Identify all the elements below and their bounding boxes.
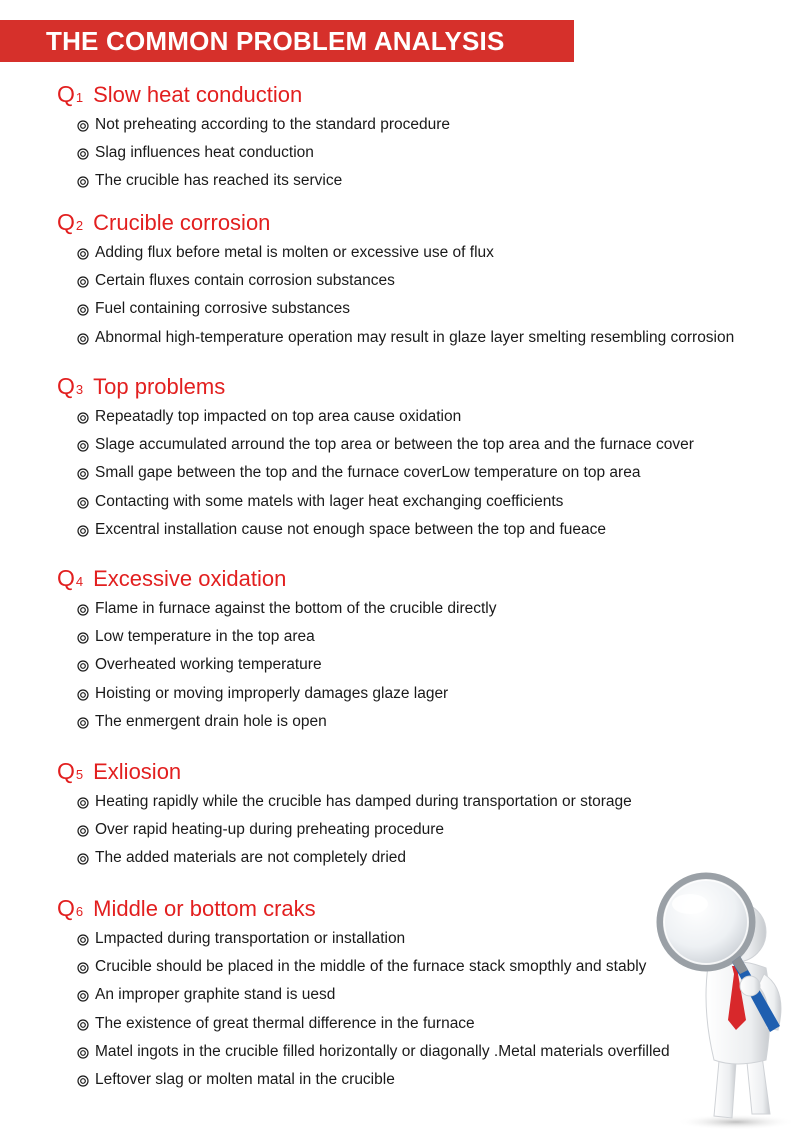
bullet-icon xyxy=(77,411,89,423)
section-q2 xyxy=(57,209,777,352)
problem-list xyxy=(57,111,777,196)
list-item-text: Crucible should be placed in the middle of the furnace stack smopthly and stably xyxy=(95,958,647,976)
question-number: 4 xyxy=(75,574,84,589)
list-item xyxy=(57,680,777,708)
list-item-text: Certain fluxes contain corrosion substances xyxy=(95,272,395,290)
list-item xyxy=(57,488,777,516)
section-q3 xyxy=(57,373,777,544)
list-item-text: Repeatadly top impacted on top area cause oxidation xyxy=(95,408,462,426)
list-item xyxy=(57,324,777,352)
list-item xyxy=(57,139,777,167)
bullet-icon xyxy=(77,631,89,643)
list-item-text: Not preheating according to the standard procedure xyxy=(95,116,451,134)
problem-list xyxy=(57,403,777,544)
bullet-icon xyxy=(77,275,89,287)
list-item-text: An improper graphite stand is uesd xyxy=(95,986,336,1004)
list-item xyxy=(57,788,777,816)
list-item-text: Leftover slag or molten matal in the crucible xyxy=(95,1071,395,1089)
list-item-text: Adding flux before metal is molten or excessive use of flux xyxy=(95,244,494,262)
list-item xyxy=(57,595,777,623)
section-title: Crucible corrosion xyxy=(93,210,271,235)
question-number: 3 xyxy=(75,382,84,397)
section-title: Top problems xyxy=(93,374,226,399)
bullet-icon xyxy=(77,989,89,1001)
bullet-icon xyxy=(77,496,89,508)
list-item xyxy=(57,516,777,544)
section-title: Exliosion xyxy=(93,759,182,784)
bullet-icon xyxy=(77,1074,89,1086)
bullet-icon xyxy=(77,119,89,131)
bullet-icon xyxy=(77,659,89,671)
bullet-icon xyxy=(77,796,89,808)
list-item xyxy=(57,708,777,736)
list-item-text: Hoisting or moving improperly damages glaze lager xyxy=(95,684,449,702)
question-letter: Q xyxy=(57,209,75,235)
question-number: 1 xyxy=(75,90,84,105)
bullet-icon xyxy=(77,439,89,451)
question-number: 5 xyxy=(75,767,84,782)
list-item xyxy=(57,167,777,195)
bullet-icon xyxy=(77,688,89,700)
list-item-text: Flame in furnace against the bottom of the crucible directly xyxy=(95,600,497,618)
section-heading xyxy=(57,565,777,595)
problem-list xyxy=(57,788,777,873)
list-item xyxy=(57,623,777,651)
question-number: 2 xyxy=(75,218,84,233)
list-item-text: The crucible has reached its service xyxy=(95,172,343,190)
question-letter: Q xyxy=(57,895,75,921)
bullet-icon xyxy=(77,1046,89,1058)
bullet-icon xyxy=(77,175,89,187)
problem-list xyxy=(57,595,777,736)
question-number: 6 xyxy=(75,904,84,919)
section-title: Slow heat conduction xyxy=(93,82,303,107)
list-item xyxy=(57,111,777,139)
bullet-icon xyxy=(77,1018,89,1030)
question-letter: Q xyxy=(57,373,75,399)
list-item-text: Contacting with some matels with lager heat exchanging coefficients xyxy=(95,492,564,510)
section-heading xyxy=(57,81,777,111)
section-q4 xyxy=(57,565,777,736)
section-heading xyxy=(57,209,777,239)
list-item xyxy=(57,844,777,872)
list-item-text: Low temperature in the top area xyxy=(95,628,315,646)
bullet-icon xyxy=(77,332,89,344)
problem-list xyxy=(57,239,777,352)
list-item xyxy=(57,816,777,844)
list-item-text: Over rapid heating-up during preheating procedure xyxy=(95,821,444,839)
bullet-icon xyxy=(77,716,89,728)
bullet-icon xyxy=(77,603,89,615)
list-item xyxy=(57,651,777,679)
list-item xyxy=(57,403,777,431)
list-item xyxy=(57,267,777,295)
list-item-text: The enmergent drain hole is open xyxy=(95,712,327,730)
list-item-text: The added materials are not completely dried xyxy=(95,849,407,867)
list-item xyxy=(57,239,777,267)
list-item xyxy=(57,431,777,459)
list-item-text: Slage accumulated arround the top area or between the top area and the furnace cover xyxy=(95,436,694,454)
section-heading xyxy=(57,758,777,788)
list-item-text: Heating rapidly while the crucible has damped during transportation or storage xyxy=(95,793,632,811)
bullet-icon xyxy=(77,524,89,536)
section-q1 xyxy=(57,81,777,196)
bullet-icon xyxy=(77,852,89,864)
bullet-icon xyxy=(77,824,89,836)
section-title: Middle or bottom craks xyxy=(93,896,316,921)
question-letter: Q xyxy=(57,565,75,591)
bullet-icon xyxy=(77,933,89,945)
list-item xyxy=(57,459,777,487)
list-item-text: Excentral installation cause not enough space between the top and fueace xyxy=(95,520,607,538)
bullet-icon xyxy=(77,467,89,479)
section-heading xyxy=(57,373,777,403)
list-item-text: The existence of great thermal difference in the furnace xyxy=(95,1014,475,1032)
header-banner xyxy=(0,20,574,62)
bullet-icon xyxy=(77,147,89,159)
magnifier-figure-illustration xyxy=(628,870,800,1131)
bullet-icon xyxy=(77,247,89,259)
bullet-icon xyxy=(77,303,89,315)
list-item-text: Slag influences heat conduction xyxy=(95,144,314,162)
list-item-text: Lmpacted during transportation or installation xyxy=(95,930,406,948)
bullet-icon xyxy=(77,961,89,973)
list-item-text: Overheated working temperature xyxy=(95,656,322,674)
section-q5 xyxy=(57,758,777,873)
question-letter: Q xyxy=(57,81,75,107)
list-item-text: Abnormal high-temperature operation may result in glaze layer smelting resembling corrosion xyxy=(95,328,735,346)
question-letter: Q xyxy=(57,758,75,784)
list-item-text: Fuel containing corrosive substances xyxy=(95,300,351,318)
list-item-text: Small gape between the top and the furnace coverLow temperature on top area xyxy=(95,464,641,482)
list-item-text: Matel ingots in the crucible filled horizontally or diagonally .Metal materials overfilled xyxy=(95,1042,670,1060)
list-item xyxy=(57,295,777,323)
page-title: THE COMMON PROBLEM ANALYSIS xyxy=(46,26,505,56)
section-title: Excessive oxidation xyxy=(93,566,287,591)
